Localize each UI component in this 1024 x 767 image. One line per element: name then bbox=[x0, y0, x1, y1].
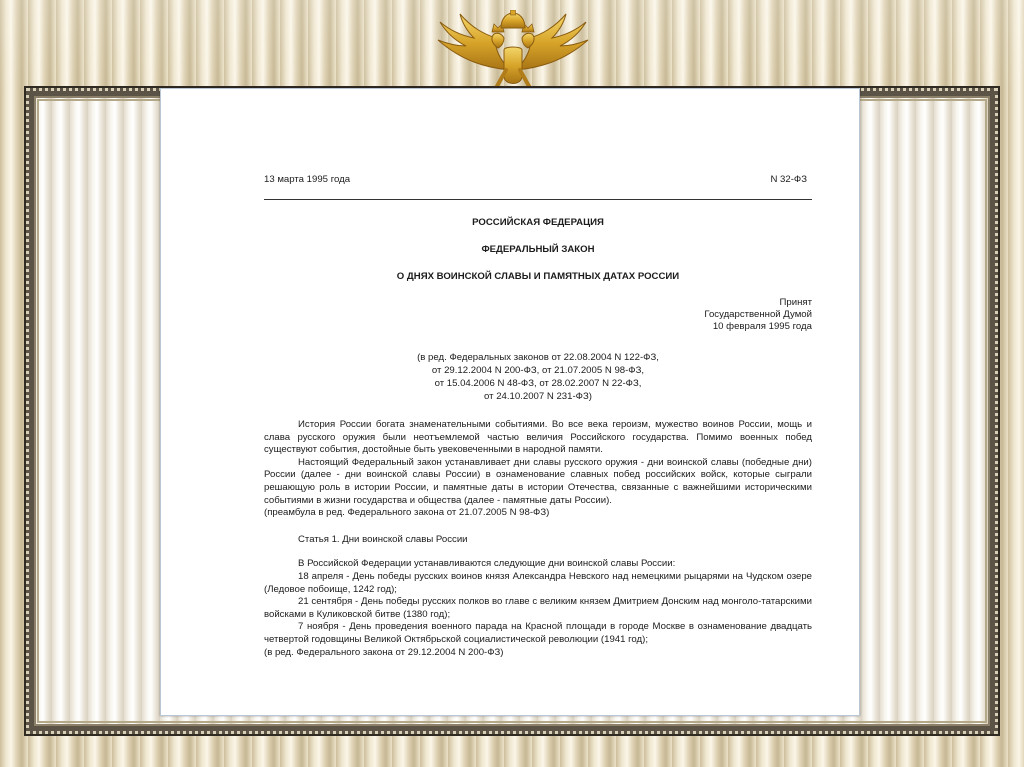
title-country: РОССИЙСКАЯ ФЕДЕРАЦИЯ bbox=[472, 217, 604, 228]
title-law-type: ФЕДЕРАЛЬНЫЙ ЗАКОН bbox=[481, 244, 595, 255]
amendments-note bbox=[264, 351, 812, 403]
document-date: 13 марта 1995 года bbox=[264, 174, 351, 185]
document-body bbox=[264, 419, 812, 659]
amendment-line: (в ред. Федеральных законов от 22.08.2004 N 122-ФЗ, bbox=[417, 352, 659, 363]
adoption-line: Принят bbox=[779, 297, 812, 308]
preamble-paragraph: История России богата знаменательными событиями. Во все века героизм, мужество воинов России, мощь и слава русского оружия были неотъемлемой частью величия Российского государства. Помимо военных побед существуют события, достойные быть увековеченными в народной памяти. bbox=[264, 419, 812, 456]
article-item: 21 сентября - День победы русских полков во главе с великим князем Дмитрием Донским над монголо-татарскими войсками в Куликовской битве (1380 год); bbox=[264, 596, 812, 620]
adoption-line: Государственной Думой bbox=[704, 309, 812, 321]
preamble-note: (преамбула в ред. Федерального закона от 21.07.2005 N 98-ФЗ) bbox=[264, 507, 550, 519]
adoption-line: 10 февраля 1995 года bbox=[712, 321, 812, 333]
law-document-page bbox=[160, 88, 860, 716]
adoption-note bbox=[264, 297, 812, 334]
amendment-line: от 15.04.2006 N 48-ФЗ, от 28.02.2007 N 22-ФЗ, bbox=[434, 378, 642, 389]
document-number: N 32-ФЗ bbox=[770, 174, 807, 185]
amendment-line: от 29.12.2004 N 200-ФЗ, от 21.07.2005 N 98-ФЗ, bbox=[431, 365, 645, 376]
title-law-name: О ДНЯХ ВОИНСКОЙ СЛАВЫ И ПАМЯТНЫХ ДАТАХ РОССИИ bbox=[396, 271, 680, 282]
article-intro: В Российской Федерации устанавливаются следующие дни воинской славы России: bbox=[298, 558, 676, 570]
article-note: (в ред. Федерального закона от 29.12.2004 N 200-ФЗ) bbox=[264, 646, 504, 658]
double-headed-eagle-emblem bbox=[418, 10, 608, 92]
article-item: 18 апреля - День победы русских воинов князя Александра Невского над немецкими рыцарями на Чудском озере (Ледовое побоище, 1242 год); bbox=[264, 570, 812, 595]
amendment-line: от 24.10.2007 N 231-ФЗ) bbox=[484, 391, 592, 402]
spacer bbox=[264, 546, 812, 558]
article-item: 7 ноября - День проведения военного парада на Красной площади в городе Москве в ознаменование двадцать четвертой годовщины Великой Октябрьской социалистической революции (1941 год); bbox=[264, 621, 812, 645]
article-title: Статья 1. Дни воинской славы России bbox=[298, 533, 468, 545]
header-divider bbox=[264, 199, 812, 200]
preamble-paragraph: Настоящий Федеральный закон устанавливает дни славы русского оружия - дни воинской славы (победные дни) России (далее - дни воинской славы России) в ознаменование славных побед российских войск, которые сыграли решающую роль в истории России, и памятные даты в истории Отечества, связанные с важнейшими историческими событиями в жизни государства и общества (далее - памятные даты России). bbox=[264, 456, 812, 506]
spacer bbox=[264, 520, 812, 534]
